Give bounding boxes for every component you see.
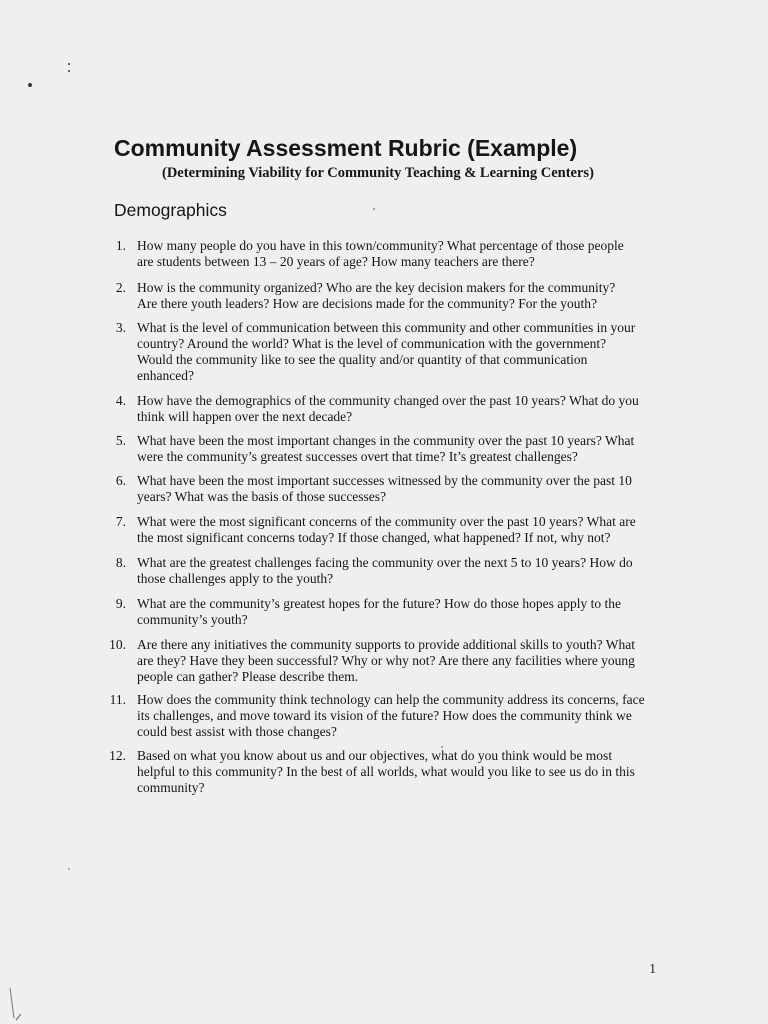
question-text-line: What were the most significant concerns of the community over the past 10 years? What are (137, 514, 636, 529)
question-number: 7. (115, 514, 126, 529)
question-text-line: What are the community’s greatest hopes for the future? How do those hopes apply to the (137, 596, 621, 611)
question-text-line: the most significant concerns today? If those changed, what happened? If not, why not? (137, 530, 611, 545)
question-number: 2. (115, 280, 126, 295)
question-text-line: people can gather? Please describe them. (137, 669, 359, 684)
question-text-line: think will happen over the next decade? (137, 409, 353, 424)
question-text (137, 555, 657, 587)
question-text (137, 596, 657, 628)
question-text-line: years? What was the basis of those successes? (137, 489, 387, 504)
question-text (137, 637, 657, 685)
question-text-line: are they? Have they been successful? Why or why not? Are there any facilities where young (137, 653, 635, 668)
question-number: 11. (109, 692, 126, 707)
question-text (137, 692, 657, 740)
question-text-line: What are the greatest challenges facing the community over the next 5 to 10 years? How do (137, 555, 633, 570)
question-text-line: are students between 13 – 20 years of age? How many teachers are there? (137, 254, 535, 269)
question-number: 3. (115, 320, 126, 335)
question-number: 10. (109, 637, 126, 652)
question-text-line: What is the level of communication between this community and other communities in your (137, 320, 636, 335)
question-text (137, 433, 657, 465)
question-text-line: Are there any initiatives the community supports to provide additional skills to youth? What (137, 637, 636, 652)
question-text (137, 320, 657, 384)
section-heading: Demographics (114, 200, 227, 220)
question-text (137, 238, 657, 270)
question-text-line: its challenges, and move toward its vision of the future? How does the community think we (137, 708, 632, 723)
question-text (137, 514, 657, 546)
document-title: Community Assessment Rubric (Example) (114, 135, 578, 161)
question-text-line: community’s youth? (137, 612, 248, 627)
question-text-line: those challenges apply to the youth? (137, 571, 334, 586)
question-text (137, 748, 657, 796)
question-text-line: How does the community think technology can help the community address its concerns, face (137, 692, 645, 707)
question-text-line: community? (137, 780, 205, 795)
question-number: 12. (109, 748, 126, 763)
question-text-line: enhanced? (137, 368, 194, 383)
question-text-line: country? Around the world? What is the level of communication with the government? (137, 336, 607, 351)
question-number: 1. (115, 238, 126, 253)
question-number: 9. (115, 596, 126, 611)
question-text-line: How is the community organized? Who are the key decision makers for the community? (137, 280, 616, 295)
question-text (137, 393, 657, 425)
question-text (137, 280, 657, 312)
question-text-line: What have been the most important changes in the community over the past 10 years? What (137, 433, 635, 448)
question-number: 4. (115, 393, 126, 408)
document-subtitle: (Determining Viability for Community Teaching & Learning Centers) (162, 165, 594, 181)
question-text-line: were the community’s greatest successes overt that time? It’s greatest challenges? (137, 449, 578, 464)
question-text-line: How have the demographics of the community changed over the past 10 years? What do you (137, 393, 639, 408)
question-text (137, 473, 657, 505)
question-number: 8. (115, 555, 126, 570)
question-text-line: helpful to this community? In the best of all worlds, what would you like to see us do in this (137, 764, 635, 779)
question-text-line: Based on what you know about us and our objectives, what do you think would be most (137, 748, 613, 763)
question-number: 6. (115, 473, 126, 488)
question-text-line: Would the community like to see the quality and/or quantity of that communication (137, 352, 588, 367)
question-text-line: Are there youth leaders? How are decisions made for the community? For the youth? (137, 296, 597, 311)
question-text-line: What have been the most important successes witnessed by the community over the past 10 (137, 473, 632, 488)
question-text-line: How many people do you have in this town/community? What percentage of those people (137, 238, 624, 253)
question-text-line: could best assist with those changes? (137, 724, 337, 739)
page-number: 1 (649, 961, 656, 976)
question-number: 5. (115, 433, 126, 448)
